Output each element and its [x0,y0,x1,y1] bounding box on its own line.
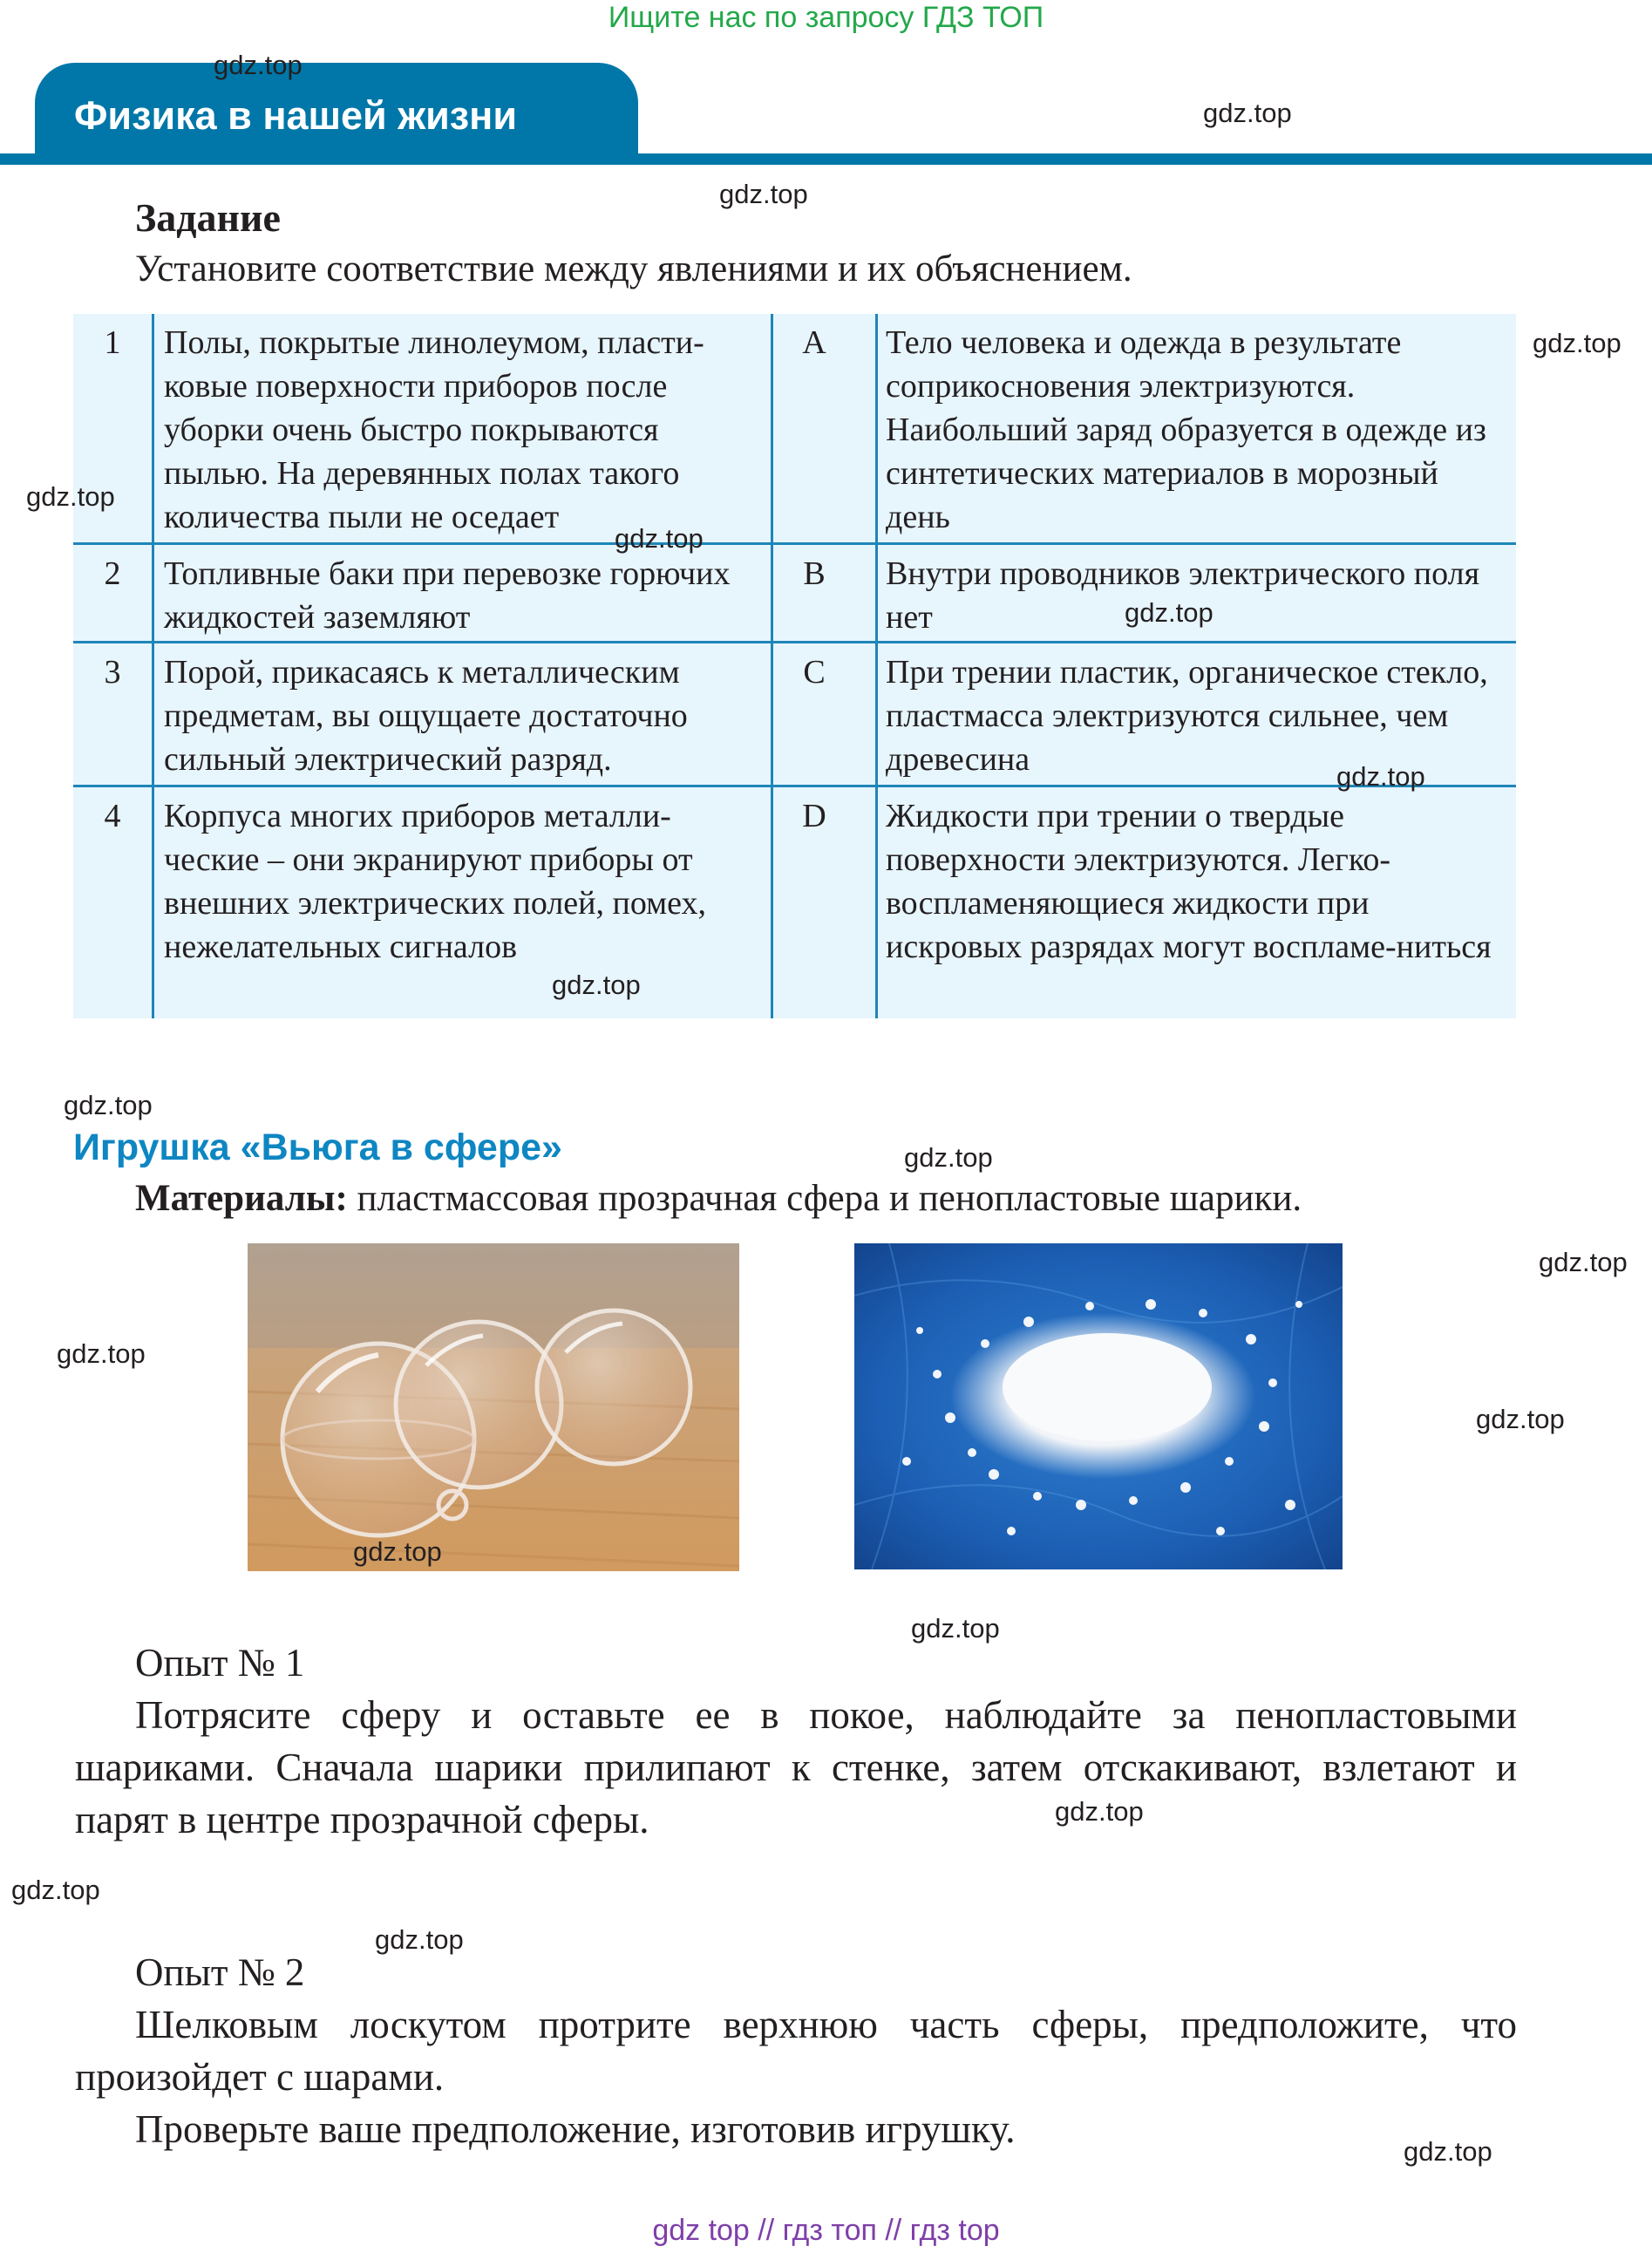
top-banner: Ищите нас по запросу ГДЗ ТОП [608,1,1044,34]
watermark: gdz.top [1476,1404,1565,1434]
watermark: gdz.top [353,1536,442,1567]
watermark: gdz.top [1203,98,1292,128]
watermark: gdz.top [1336,761,1425,792]
row-letter: A [802,324,826,361]
watermark: gdz.top [1055,1796,1144,1827]
watermark: gdz.top [214,50,303,80]
foam-balls-photo [854,1243,1343,1569]
experiment-1-text: Потрясите сферу и оставьте ее в покое, наблюдайте за пенопластовыми шариками. Сначала шарики прилипают к стенке, затем отскакивают, взлетают и парят в центре прозрачной сферы. [75,1693,1517,1841]
task-heading: Задание [135,195,281,240]
watermark: gdz.top [615,523,704,554]
watermark: gdz.top [1404,2136,1492,2167]
watermark: gdz.top [911,1613,1000,1644]
row-letter: C [803,654,826,691]
watermark: gdz.top [904,1142,993,1173]
table-row [73,545,1516,641]
watermark: gdz.top [719,179,808,209]
phenomenon-text: Порой, прикасаясь к металлическим предметам, вы ощущаете достаточно сильный электрический разряд. [164,654,688,778]
phenomenon-text: Корпуса многих приборов металли-ческие – они экранируют приборы от внешних электрических полей, помех, нежелательных сигналов [164,798,707,965]
explanation-text: При трении пластик, органическое стекло, пластмасса электризуются сильнее, чем древесина [886,654,1488,778]
watermark: gdz.top [64,1090,153,1120]
table-row [73,314,1516,542]
header-rule [0,153,1652,165]
materials-label: Материалы: [135,1178,348,1219]
explanation-text: Тело человека и одежда в результате соприкосновения электризуются. Наибольший заряд образуется в одежде из синтетических материалов в морозный день [886,324,1486,535]
section-title: Игрушка «Вьюга в сфере» [73,1126,562,1168]
watermark: gdz.top [1539,1247,1628,1277]
materials-line [135,1174,1302,1224]
watermark: gdz.top [57,1338,146,1369]
watermark: gdz.top [552,970,641,1000]
row-number: 1 [104,324,121,361]
row-letter: D [802,798,826,834]
row-number: 4 [104,798,121,834]
materials-text: пластмассовая прозрачная сфера и пенопластовые шарики. [347,1178,1302,1219]
row-number: 3 [104,654,121,691]
watermark: gdz.top [375,1924,464,1955]
phenomenon-text: Полы, покрытые линолеумом, пласти-ковые поверхности приборов после уборки очень быстро покрываются пылью. На деревянных полах такого количества пыли не оседает [164,324,704,535]
experiment-1-heading: Опыт № 1 [135,1641,305,1685]
watermark: gdz.top [1533,328,1621,358]
table-row [73,787,1516,1018]
matching-table [73,314,1516,1018]
explanation-text: Жидкости при трении о твердые поверхности электризуются. Легко-воспламеняющиеся жидкости при искровых разрядах могут воспламе-ниться [886,798,1492,965]
experiment-2-check: Проверьте ваше предположение, изготовив игрушку. [135,2107,1016,2151]
table-row [73,643,1516,785]
watermark: gdz.top [1125,597,1214,628]
plastic-spheres-photo [248,1243,739,1571]
watermark: gdz.top [26,481,115,512]
explanation-text: Внутри проводников электрического поля нет [886,555,1480,636]
footer-links: gdz top // гдз топ // гдз top [652,2214,1000,2247]
row-number: 2 [104,555,121,592]
phenomenon-text: Топливные баки при перевозке горючих жидкостей заземляют [164,555,731,636]
experiment-2-text: Шелковым лоскутом протрите верхнюю часть сферы, предположите, что произойдет с шарами. [75,2003,1517,2099]
task-instruction: Установите соответствие между явлениями и их объяснением. [135,248,1132,289]
experiment-2-heading: Опыт № 2 [135,1950,305,1994]
watermark: gdz.top [11,1875,100,1905]
page-title: Физика в нашей жизни [74,93,518,138]
row-letter: B [803,555,826,592]
